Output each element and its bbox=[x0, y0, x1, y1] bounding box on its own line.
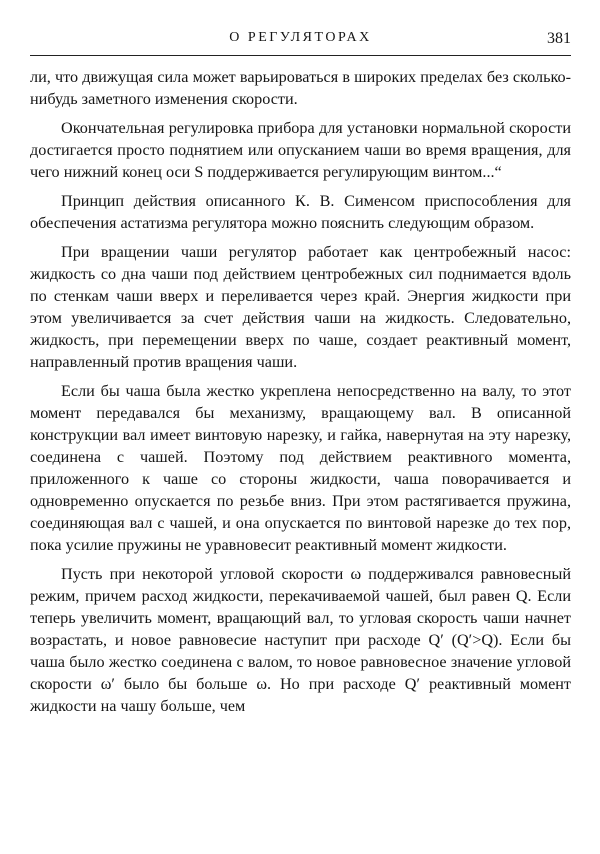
running-title: О РЕГУЛЯТОРАХ bbox=[229, 30, 372, 45]
paragraph-4: При вращении чаши регулятор работает как центробежный насос: жидкость со дна чаши под действием центробежных сил поднимается вдоль по стенкам чаши вверх и переливается через край. Энергия жидкости при этом увеличивается за счет действия чаши на жидкость. Следовательно, жидкость, при перемещении вверх по чаше, создает реактивный момент, направленный против вращения чаши. bbox=[30, 243, 571, 371]
page-number: 381 bbox=[547, 30, 571, 47]
paragraph-1: ли, что движущая сила может варьироваться в широких пределах без сколько-нибудь заметного изменения скорости. bbox=[30, 68, 571, 108]
paragraph-5: Если бы чаша была жестко укреплена непосредственно на валу, то этот момент передавался бы механизму, вращающему вал. В описанной конструкции вал имеет винтовую нарезку, и гайка, навернутая на эту нарезку, соединена с чашей. Поэтому под действием реактивного момента, приложенного к чаше со стороны жидкости, чаша поворачивается и одновременно опускается по резьбе вниз. При этом растягивается пружина, соединяющая вал с чашей, и она опускается по винтовой нарезке до тех пор, пока усилие пружины не уравновесит реактивный момент жидкости. bbox=[30, 382, 571, 554]
page-header bbox=[30, 30, 571, 52]
paragraph-3: Принцип действия описанного К. В. Сименсом приспособления для обеспечения астатизма регулятора можно пояснить следующим образом. bbox=[30, 192, 571, 232]
paragraph-2: Окончательная регулировка прибора для установки нормальной скорости достигается просто поднятием или опусканием чаши во время вращения, для чего нижний конец оси S поддерживается регулирующим винтом...“ bbox=[30, 119, 571, 181]
header-rule bbox=[30, 55, 571, 56]
page-body bbox=[30, 66, 571, 717]
paragraph-6: Пусть при некоторой угловой скорости ω поддерживался равновесный режим, причем расход жидкости, перекачиваемой чашей, был равен Q. Если теперь увеличить момент, вращающий вал, то угловая скорость чаши начнет возрастать, и новое равновесие наступит при расходе Q′ (Q′>Q). Если бы чаша было жестко соединена с валом, то новое равновесное значение угловой скорости ω′ было бы больше ω. Но при расходе Q′ реактивный момент жидкости на чашу больше, чем bbox=[30, 565, 571, 715]
